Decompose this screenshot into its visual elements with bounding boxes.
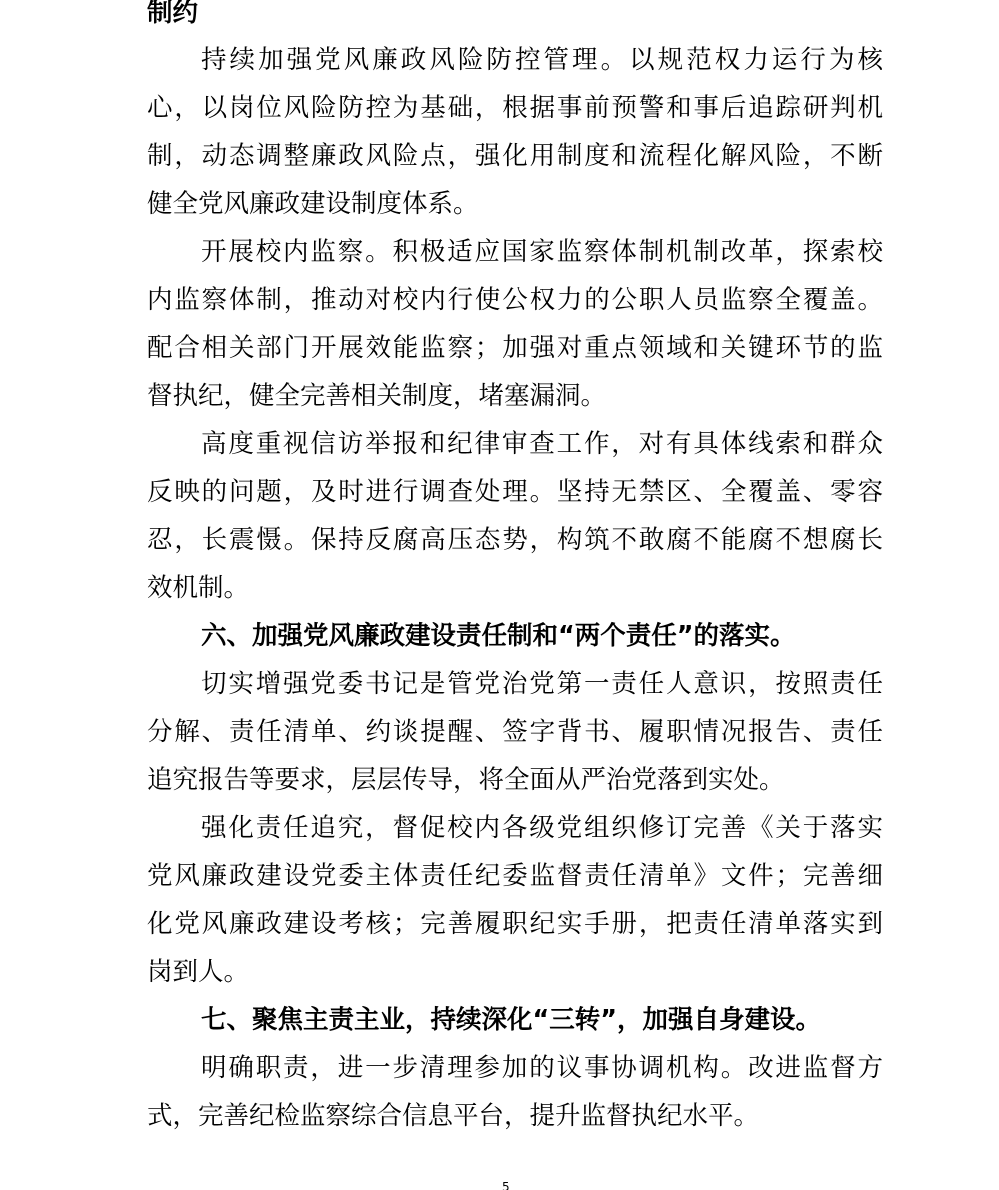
- paragraph-line: 制，动态调整廉政风险点，强化用制度和流程化解风险，不断: [147, 141, 883, 171]
- paragraph-line: 岗到人。: [147, 957, 250, 987]
- document-page: [147, 0, 887, 1190]
- paragraph-line: 式，完善纪检监察综合信息平台，提升监督执纪水平。: [147, 1101, 760, 1131]
- paragraph-line: 分解、责任清单、约谈提醒、签字背书、履职情况报告、责任: [147, 717, 883, 747]
- paragraph-line: 忍，长震慑。保持反腐高压态势，构筑不敢腐不能腐不想腐长: [147, 525, 883, 555]
- paragraph-line: 督执纪，健全完善相关制度，堵塞漏洞。: [147, 381, 607, 411]
- paragraph-line: 切实增强党委书记是管党治党第一责任人意识，按照责任: [201, 669, 883, 699]
- paragraph-line: 内监察体制，推动对校内行使公权力的公职人员监察全覆盖。: [147, 285, 883, 315]
- paragraph-line: 党风廉政建设党委主体责任纪委监督责任清单》文件；完善细: [147, 861, 883, 891]
- paragraph-line: 心，以岗位风险防控为基础，根据事前预警和事后追踪研判机: [147, 93, 883, 123]
- paragraph-line: 配合相关部门开展效能监察；加强对重点领域和关键环节的监: [147, 333, 883, 363]
- heading-continuation: 制约: [147, 0, 199, 28]
- paragraph-line: 化党风廉政建设考核；完善履职纪实手册，把责任清单落实到: [147, 909, 883, 939]
- paragraph-line: 反映的问题，及时进行调查处理。坚持无禁区、全覆盖、零容: [147, 477, 883, 507]
- paragraph-line: 高度重视信访举报和纪律审查工作，对有具体线索和群众: [201, 429, 883, 459]
- paragraph-line: 健全党风廉政建设制度体系。: [147, 189, 479, 219]
- section-heading-7: 七、聚焦主责主业，持续深化“三转”，加强自身建设。: [201, 1005, 822, 1035]
- paragraph-line: 效机制。: [147, 573, 250, 603]
- paragraph-line: 强化责任追究，督促校内各级党组织修订完善《关于落实: [201, 813, 883, 843]
- paragraph-line: 开展校内监察。积极适应国家监察体制机制改革，探索校: [201, 237, 883, 267]
- paragraph-line: 追究报告等要求，层层传导，将全面从严治党落到实处。: [147, 765, 785, 795]
- paragraph-line: 明确职责，进一步清理参加的议事协调机构。改进监督方: [201, 1053, 883, 1083]
- section-heading-6: 六、加强党风廉政建设责任制和“两个责任”的落实。: [201, 621, 796, 651]
- page-number: 5: [502, 1181, 510, 1190]
- paragraph-line: 持续加强党风廉政风险防控管理。以规范权力运行为核: [201, 45, 883, 75]
